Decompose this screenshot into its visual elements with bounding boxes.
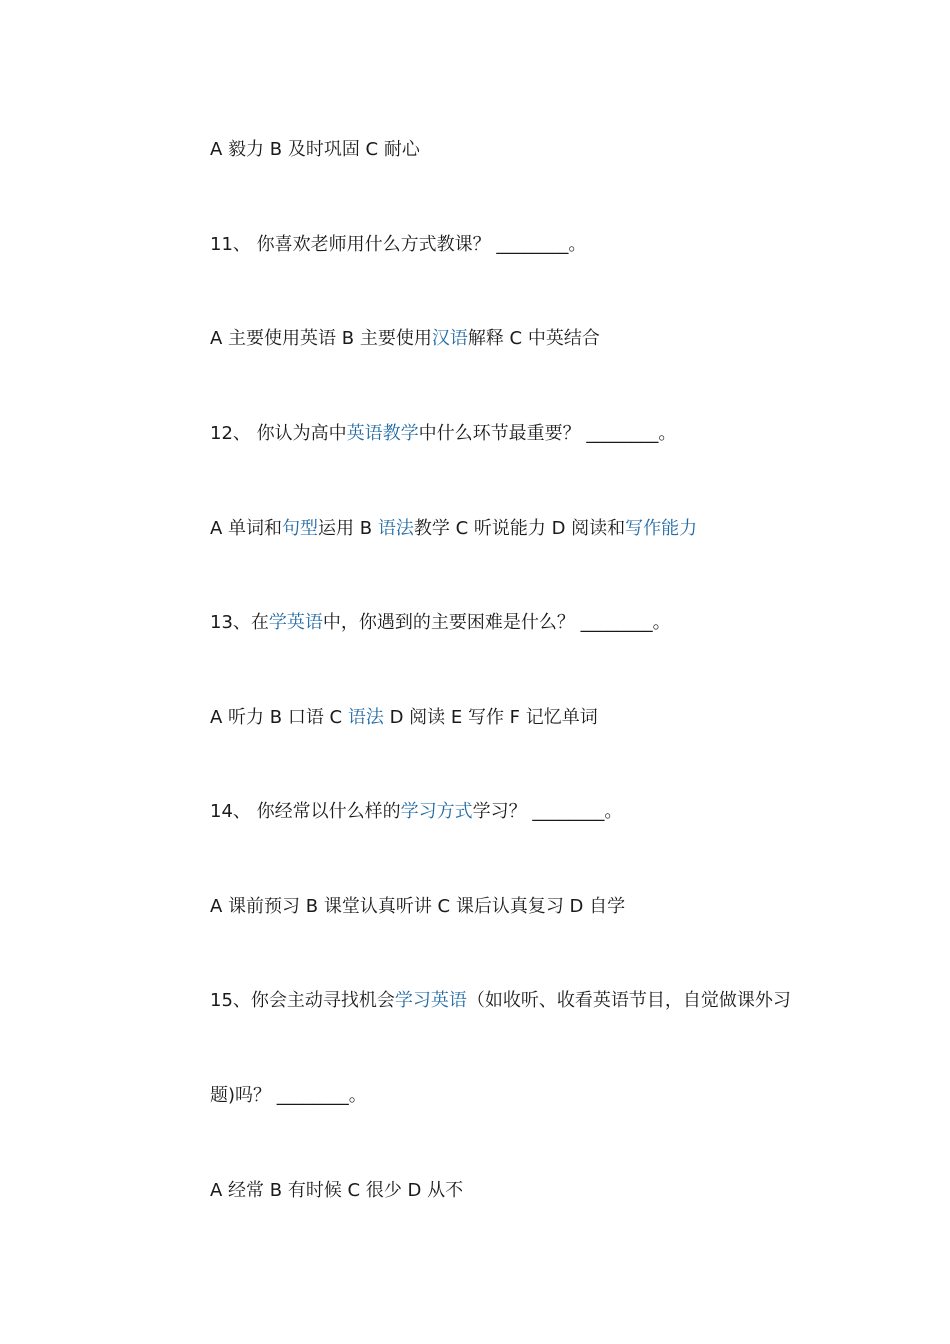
text-segment: A 课前预习 B 课堂认真听讲 C 课后认真复习 D 自学 bbox=[210, 896, 626, 917]
text-segment: 教学 C 听说能力 D 阅读和 bbox=[413, 518, 626, 539]
question-11 bbox=[210, 233, 830, 257]
keyword-link-writing-ability[interactable]: 写作能力 bbox=[625, 518, 698, 539]
question-14 bbox=[210, 800, 830, 824]
answer-options-14 bbox=[210, 895, 830, 919]
text-segment: 学习？ ________。 bbox=[472, 801, 623, 822]
answer-options-10 bbox=[210, 138, 830, 162]
text-segment: 运用 B bbox=[318, 518, 378, 539]
question-13 bbox=[210, 611, 830, 635]
text-segment: （如收听、收看英语节目，自觉做课外习 bbox=[466, 990, 791, 1011]
text-segment: 13、在 bbox=[210, 612, 269, 633]
keyword-link-grammar[interactable]: 语法 bbox=[377, 518, 414, 539]
keyword-link-learn-english[interactable]: 学英语 bbox=[268, 612, 323, 633]
text-segment: A 主要使用英语 B 主要使用 bbox=[210, 328, 432, 349]
answer-options-15 bbox=[210, 1179, 830, 1203]
question-15-continued bbox=[210, 1084, 830, 1108]
text-segment: 题)吗？ ________。 bbox=[210, 1085, 367, 1106]
answer-options-12 bbox=[210, 517, 830, 541]
text-segment: D 阅读 E 写作 F 记忆单词 bbox=[383, 707, 598, 728]
text-segment: A 经常 B 有时候 C 很少 D 从不 bbox=[210, 1180, 464, 1201]
keyword-link-grammar[interactable]: 语法 bbox=[347, 707, 384, 728]
text-segment: A 单词和 bbox=[210, 518, 283, 539]
text-segment: A 听力 B 口语 C bbox=[210, 707, 348, 728]
question-12 bbox=[210, 422, 830, 446]
keyword-link-learning-english[interactable]: 学习英语 bbox=[394, 990, 467, 1011]
text-segment: A 毅力 B 及时巩固 C 耐心 bbox=[210, 139, 420, 160]
text-segment: 15、你会主动寻找机会 bbox=[210, 990, 395, 1011]
text-segment: 11、 你喜欢老师用什么方式教课？ ________。 bbox=[210, 234, 587, 255]
keyword-link-learning-method[interactable]: 学习方式 bbox=[400, 801, 473, 822]
text-segment: 14、 你经常以什么样的 bbox=[210, 801, 401, 822]
text-segment: 中，你遇到的主要困难是什么？ ________。 bbox=[322, 612, 671, 633]
answer-options-11 bbox=[210, 327, 830, 351]
question-15 bbox=[210, 989, 830, 1013]
text-segment: 解释 C 中英结合 bbox=[467, 328, 600, 349]
keyword-link-english-teaching[interactable]: 英语教学 bbox=[346, 423, 419, 444]
keyword-link-sentence-pattern[interactable]: 句型 bbox=[282, 518, 319, 539]
answer-options-13 bbox=[210, 706, 830, 730]
keyword-link-hanyu[interactable]: 汉语 bbox=[431, 328, 468, 349]
text-segment: 中什么环节最重要？ ________。 bbox=[418, 423, 677, 444]
text-segment: 12、 你认为高中 bbox=[210, 423, 347, 444]
